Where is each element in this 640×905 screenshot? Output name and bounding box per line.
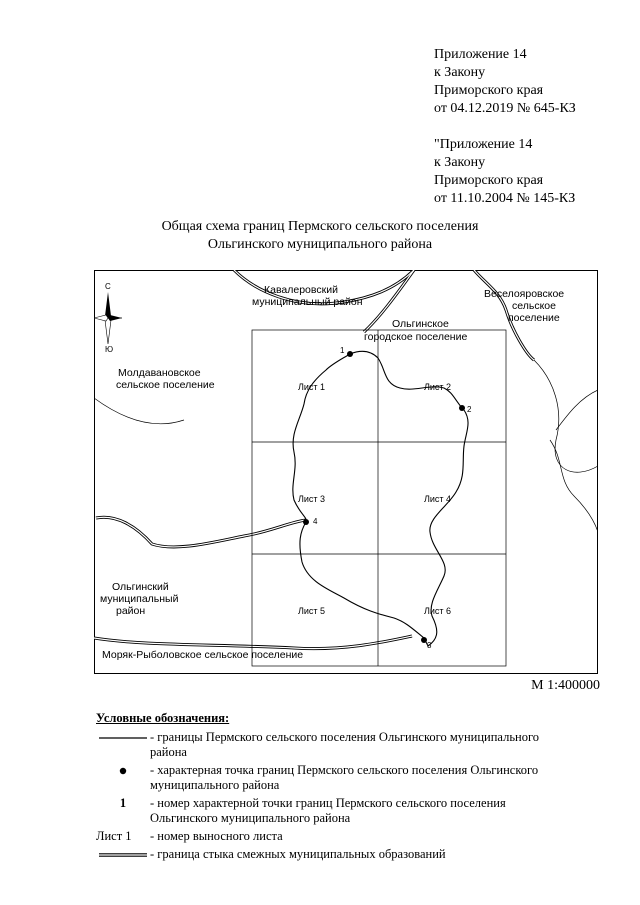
appendix-new-line: Приложение 14 bbox=[434, 47, 527, 62]
moldavanovskoe-label: Молдавановское bbox=[118, 367, 201, 379]
kavalerovsky-label: муниципальный район bbox=[252, 296, 363, 308]
appendix-new-line: Приморского края bbox=[434, 83, 544, 98]
olginsky-rayon-label: район bbox=[116, 605, 146, 617]
appendix-header bbox=[434, 46, 576, 208]
compass-south-label: Ю bbox=[105, 345, 114, 354]
legend-item-text: - характерная точка границ Пермского сельского поселения Ольгинского муниципального района bbox=[150, 763, 539, 792]
double-line-symbol bbox=[96, 847, 150, 862]
appendix-old-line: Приморского края bbox=[434, 173, 544, 188]
legend-item bbox=[96, 847, 596, 862]
boundary-map bbox=[94, 270, 598, 674]
boundary-point-2 bbox=[459, 405, 465, 411]
legend-item-text: - граница стыка смежных муниципальных образований bbox=[150, 847, 446, 861]
legend-item bbox=[96, 796, 596, 826]
legend-title: Условные обозначения: bbox=[96, 711, 230, 725]
map-frame bbox=[95, 271, 598, 674]
point-number-label: 1 bbox=[340, 346, 345, 355]
appendix-old-line: "Приложение 14 bbox=[434, 137, 533, 152]
title-line: Ольгинского муниципального района bbox=[207, 237, 433, 252]
olginskoe-gorodskoe-label: городское поселение bbox=[364, 331, 468, 343]
veseloyarovskoe-label: поселение bbox=[508, 312, 560, 324]
kavalerovsky-label: Кавалеровский bbox=[264, 284, 338, 296]
appendix-new-line: к Закону bbox=[434, 65, 486, 80]
point-symbol bbox=[96, 763, 150, 778]
sheet-label: Лист 1 bbox=[298, 382, 326, 392]
veseloyarovskoe-label: Веселояровское bbox=[484, 288, 565, 300]
point-number-label: 2 bbox=[467, 405, 472, 414]
olginsky-rayon-label: Ольгинский bbox=[112, 581, 169, 593]
appendix-old-line: от 11.10.2004 № 145-КЗ bbox=[434, 191, 576, 206]
sheet-number-symbol: Лист 1 bbox=[96, 829, 132, 843]
appendix-old bbox=[434, 136, 576, 208]
boundary-line-symbol bbox=[96, 730, 150, 745]
appendix-old-line: к Закону bbox=[434, 155, 486, 170]
appendix-new bbox=[434, 46, 576, 118]
legend-item-text: - номер характерной точки границ Пермского сельского поселения Ольгинского муниципального района bbox=[150, 796, 506, 825]
moryak-rybolovskoe-label: Моряк-Рыболовское сельское поселение bbox=[102, 649, 304, 661]
document-title bbox=[0, 218, 640, 254]
legend-item bbox=[96, 829, 596, 844]
olginsky-rayon-label: муниципальный bbox=[100, 593, 179, 605]
moldavanovskoe-label: сельское поселение bbox=[116, 379, 215, 391]
boundary-point-4 bbox=[303, 519, 309, 525]
legend-item bbox=[96, 730, 596, 760]
point-number-label: 4 bbox=[313, 517, 318, 526]
appendix-new-line: от 04.12.2019 № 645-КЗ bbox=[434, 101, 576, 116]
legend-item-text: - номер выносного листа bbox=[150, 829, 283, 843]
point-number-label: 3 bbox=[427, 641, 432, 650]
boundary-point-1 bbox=[347, 351, 353, 357]
legend-item-text: - границы Пермского сельского поселения Ольгинского муниципального района bbox=[150, 730, 540, 759]
map-scale: М 1:400000 bbox=[531, 678, 600, 693]
sheet-label: Лист 5 bbox=[298, 606, 326, 616]
legend-item bbox=[96, 763, 596, 793]
compass-north-label: С bbox=[105, 282, 111, 291]
legend bbox=[96, 711, 596, 865]
sheet-label: Лист 3 bbox=[298, 494, 326, 504]
point-number-symbol: 1 bbox=[119, 796, 127, 810]
title-line: Общая схема границ Пермского сельского поселения bbox=[161, 219, 479, 234]
sheet-label: Лист 6 bbox=[424, 606, 452, 616]
sheet-label: Лист 2 bbox=[424, 382, 452, 392]
map-svg bbox=[94, 270, 598, 674]
sheet-label: Лист 4 bbox=[424, 494, 452, 504]
veseloyarovskoe-label: сельское bbox=[512, 300, 556, 312]
olginskoe-gorodskoe-label: Ольгинское bbox=[392, 318, 449, 330]
